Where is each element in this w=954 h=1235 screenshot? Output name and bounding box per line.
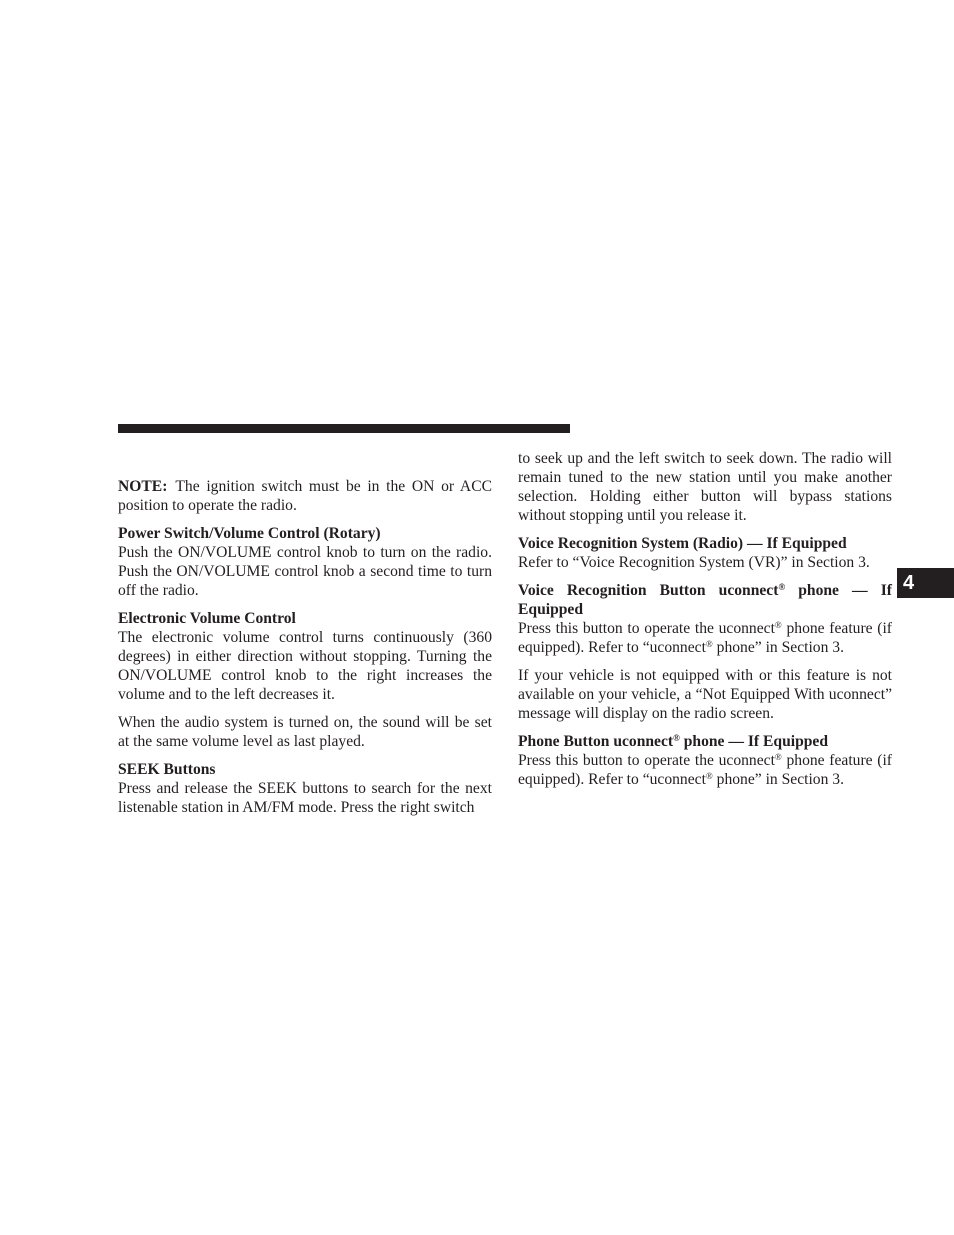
vr-button-body <box>518 619 892 657</box>
note-label: NOTE: <box>118 478 168 495</box>
seek-buttons-body: Press and release the SEEK buttons to search for the next listenable station in AM/FM mode. Press the right switch <box>118 780 492 816</box>
phone-button-body-part: phone feature (if equipped). Refer to “uconnect <box>518 752 892 788</box>
phone-button-body <box>518 751 892 789</box>
vr-button-heading-part: Voice Recognition Button uconnect <box>518 582 779 599</box>
vr-system-body: Refer to “Voice Recognition System (VR)” in Section 3. <box>518 554 870 571</box>
not-equipped-body: If your vehicle is not equipped with or this feature is not available on your vehicle, a “Not Equipped With uconnect” message will display on the radio screen. <box>518 667 892 722</box>
registered-mark: ® <box>673 733 680 743</box>
vr-button-heading-part: phone — If Equipped <box>518 582 892 618</box>
phone-button-body-part: Press this button to operate the uconnect <box>518 752 775 769</box>
section-rule <box>118 424 570 433</box>
vr-button-heading <box>518 581 892 619</box>
vr-button-body-part: Press this button to operate the uconnect <box>518 620 775 637</box>
vr-button-body-part: phone” in Section 3. <box>712 639 844 656</box>
registered-mark: ® <box>705 639 713 649</box>
seek-buttons-continued: to seek up and the left switch to seek down. The radio will remain tuned to the new station until you make another selection. Holding either button will bypass stations without stopping until you release it. <box>518 450 892 524</box>
phone-button-heading-part: phone — If Equipped <box>679 733 829 750</box>
registered-mark: ® <box>705 771 713 781</box>
phone-button-heading-part: Phone Button uconnect <box>518 733 674 750</box>
phone-button-body-part: phone” in Section 3. <box>712 771 844 788</box>
volume-control-heading: Electronic Volume Control <box>118 610 296 627</box>
registered-mark: ® <box>778 582 786 592</box>
phone-button-heading <box>518 732 892 751</box>
registered-mark: ® <box>774 620 782 630</box>
registered-mark: ® <box>774 752 782 762</box>
note-text: The ignition switch must be in the ON or ACC position to operate the radio. <box>118 478 492 514</box>
chapter-tab: 4 <box>897 568 954 598</box>
power-switch-body: Push the ON/VOLUME control knob to turn on the radio. Push the ON/VOLUME control knob a second time to turn off the radio. <box>118 544 492 599</box>
seek-buttons-heading: SEEK Buttons <box>118 761 216 778</box>
volume-control-body-2: When the audio system is turned on, the sound will be set at the same volume level as last played. <box>118 714 492 750</box>
left-column <box>118 477 492 817</box>
right-column <box>518 449 892 789</box>
vr-button-body-part: phone feature (if equipped). Refer to “uconnect <box>518 620 892 656</box>
vr-system-heading: Voice Recognition System (Radio) — If Equipped <box>518 535 847 552</box>
note-paragraph <box>118 477 492 515</box>
volume-control-body: The electronic volume control turns continuously (360 degrees) in either direction without stopping. Turning the ON/VOLUME control knob to the right increases the volume and to the left decreases it. <box>118 629 492 703</box>
power-switch-heading: Power Switch/Volume Control (Rotary) <box>118 525 381 542</box>
